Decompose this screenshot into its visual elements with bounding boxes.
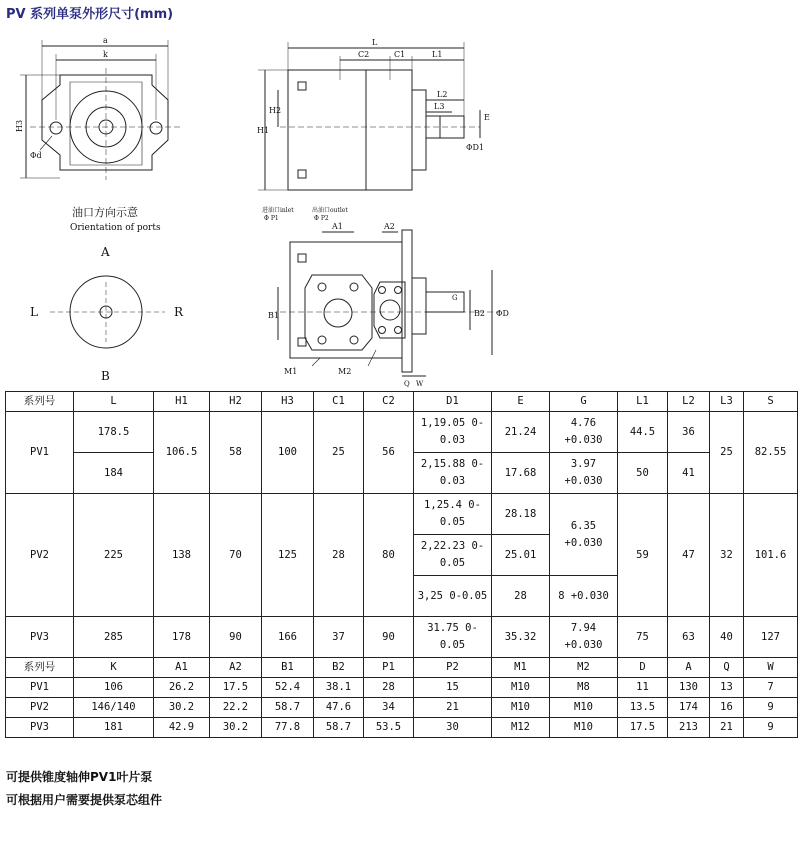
table-cell: 7: [744, 678, 798, 698]
table-cell: 174: [668, 698, 710, 718]
table-cell: 58.7: [314, 718, 364, 738]
ports-caption-en: Orientation of ports: [70, 223, 161, 233]
table2-row: [6, 678, 798, 698]
table-cell: 38.1: [314, 678, 364, 698]
table-header-cell: P1: [364, 658, 414, 678]
table-cell: 9: [744, 698, 798, 718]
table-cell: 58.7: [262, 698, 314, 718]
port-view-drawing: [278, 230, 500, 376]
table-cell: 178.5: [74, 412, 154, 453]
dim-label-h3: H3: [15, 119, 24, 132]
table-cell: 47.6: [314, 698, 364, 718]
table-cell: 80: [364, 494, 414, 617]
table-cell: 77.8: [262, 718, 314, 738]
table-cell: 90: [210, 617, 262, 658]
table-cell: 184: [74, 453, 154, 494]
table-cell: 178: [154, 617, 210, 658]
table-header-cell: C2: [364, 392, 414, 412]
table-header-cell: L1: [618, 392, 668, 412]
table-cell: 30.2: [154, 698, 210, 718]
port-dir-b: B: [101, 369, 110, 383]
table-header-cell: A1: [154, 658, 210, 678]
dim-label-E: E: [484, 113, 490, 122]
table-cell: 70: [210, 494, 262, 617]
inlet-phi-label: Φ P1: [264, 215, 279, 222]
table-cell: 106: [74, 678, 154, 698]
dim-label-L3: L3: [434, 102, 445, 111]
table-cell: 138: [154, 494, 210, 617]
table-cell: 44.5: [618, 412, 668, 453]
dim-label-B2: B2: [474, 309, 485, 318]
table-cell: 52.4: [262, 678, 314, 698]
table-row-pv1-a: [6, 412, 798, 453]
table-cell: 90: [364, 617, 414, 658]
table2-header-row: [6, 658, 798, 678]
side-view-drawing: [258, 42, 480, 190]
series-cell: PV2: [6, 698, 74, 718]
table-cell: 35.32: [492, 617, 550, 658]
table-header-cell: P2: [414, 658, 492, 678]
dim-label-L2: L2: [437, 90, 448, 99]
dim-label-W: W: [416, 380, 424, 388]
table-header-cell: 系列号: [6, 658, 74, 678]
table-cell: M10: [550, 698, 618, 718]
table-header-cell: W: [744, 658, 798, 678]
dim-label-C1: C1: [394, 50, 406, 59]
table-cell: 6.35 +0.030: [550, 494, 618, 576]
dim-label-M1: M1: [284, 367, 298, 376]
port-orientation-drawing: [50, 276, 165, 348]
table-header-cell: H1: [154, 392, 210, 412]
table2-row: [6, 698, 798, 718]
table-header-cell: M2: [550, 658, 618, 678]
table-header-cell: Q: [710, 658, 744, 678]
front-view-drawing: [20, 40, 180, 180]
dim-label-H1: H1: [257, 126, 270, 135]
outlet-label: 出油口outlet: [312, 207, 348, 214]
dim-label-B1: B1: [268, 311, 279, 320]
table-cell: 213: [668, 718, 710, 738]
table-cell: 100: [262, 412, 314, 494]
table-cell: 42.9: [154, 718, 210, 738]
table-header-cell: G: [550, 392, 618, 412]
table-cell: 181: [74, 718, 154, 738]
table-cell: 31.75 0-0.05: [414, 617, 492, 658]
table-cell: 25.01: [492, 535, 550, 576]
table-cell: 21: [710, 718, 744, 738]
note-taper-shaft: 可提供锥度轴伸PV1叶片泵: [6, 770, 153, 784]
table1-body: [6, 392, 798, 658]
table-cell: 30: [414, 718, 492, 738]
table-cell: 125: [262, 494, 314, 617]
table-cell: 1,19.05 0-0.03: [414, 412, 492, 453]
table-cell: 32: [710, 494, 744, 617]
table-cell: 130: [668, 678, 710, 698]
dim-label-H2: H2: [269, 106, 282, 115]
table-cell: 17.5: [210, 678, 262, 698]
table-header-cell: A2: [210, 658, 262, 678]
table-cell: 34: [364, 698, 414, 718]
table-cell: 3.97 +0.030: [550, 453, 618, 494]
table-cell: 37: [314, 617, 364, 658]
table-cell: 9: [744, 718, 798, 738]
table-cell: 166: [262, 617, 314, 658]
table-header-cell: M1: [492, 658, 550, 678]
page-title: PV 系列单泵外形尺寸(mm): [6, 7, 174, 22]
table-header-cell: H2: [210, 392, 262, 412]
table-cell: 7.94 +0.030: [550, 617, 618, 658]
table-cell: 40: [710, 617, 744, 658]
table-cell: 28: [314, 494, 364, 617]
outlet-phi-label: Φ P2: [314, 215, 329, 222]
table-cell: M8: [550, 678, 618, 698]
table-cell: 58: [210, 412, 262, 494]
table-cell: 28: [364, 678, 414, 698]
dim-label-A1: A1: [332, 222, 343, 231]
table-cell: 47: [668, 494, 710, 617]
table-header-cell: L3: [710, 392, 744, 412]
table-row-pv3: [6, 617, 798, 658]
table-cell: 285: [74, 617, 154, 658]
table-cell: 11: [618, 678, 668, 698]
table-cell: M10: [492, 698, 550, 718]
ports-caption-cn: 油口方向示意: [72, 206, 138, 219]
table-cell: 225: [74, 494, 154, 617]
table-cell: 1,25.4 0-0.05: [414, 494, 492, 535]
table-cell: 53.5: [364, 718, 414, 738]
table-cell: 25: [314, 412, 364, 494]
table-cell: 63: [668, 617, 710, 658]
series-cell: PV1: [6, 678, 74, 698]
table-cell: 21.24: [492, 412, 550, 453]
dim-label-C2: C2: [358, 50, 370, 59]
table-cell: 17.68: [492, 453, 550, 494]
port-dir-a: A: [101, 245, 110, 259]
table-cell: 30.2: [210, 718, 262, 738]
inlet-label: 进油口inlet: [262, 207, 294, 214]
dim-label-M2: M2: [338, 367, 352, 376]
series-cell: PV3: [6, 718, 74, 738]
dim-label-L: L: [372, 38, 378, 47]
port-dir-r: R: [174, 305, 184, 319]
table-header-cell: S: [744, 392, 798, 412]
table-header-cell: 系列号: [6, 392, 74, 412]
dim-label-Q: Q: [404, 380, 410, 388]
table-cell: 13: [710, 678, 744, 698]
table-cell: M12: [492, 718, 550, 738]
table-cell: 2,15.88 0-0.03: [414, 453, 492, 494]
table-cell: 8 +0.030: [550, 576, 618, 617]
table-header-cell: B1: [262, 658, 314, 678]
table-cell: 3,25 0-0.05: [414, 576, 492, 617]
table-cell: 50: [618, 453, 668, 494]
note-pump-cartridge: 可根据用户需要提供泵芯组件: [6, 793, 163, 807]
pump-dimension-drawings: [0, 20, 806, 390]
table2-body: [6, 658, 798, 738]
table-cell: 75: [618, 617, 668, 658]
table-header-cell: L: [74, 392, 154, 412]
dim-label-phi-D1: ΦD1: [466, 143, 485, 152]
table-cell: 13.5: [618, 698, 668, 718]
table-cell: 2,22.23 0-0.05: [414, 535, 492, 576]
dim-label-A2: A2: [384, 222, 395, 231]
dimension-table: [5, 391, 798, 738]
series-cell: PV3: [6, 617, 74, 658]
table-cell: 41: [668, 453, 710, 494]
table-cell: M10: [550, 718, 618, 738]
table-cell: 36: [668, 412, 710, 453]
table-cell: 26.2: [154, 678, 210, 698]
table-header-cell: D: [618, 658, 668, 678]
table-cell: 4.76 +0.030: [550, 412, 618, 453]
table-cell: 15: [414, 678, 492, 698]
table-header-cell: L2: [668, 392, 710, 412]
table-cell: 101.6: [744, 494, 798, 617]
table-header-cell: D1: [414, 392, 492, 412]
table-cell: 28.18: [492, 494, 550, 535]
series-cell: PV2: [6, 494, 74, 617]
table-header-cell: C1: [314, 392, 364, 412]
table-header-cell: H3: [262, 392, 314, 412]
table-row-pv2-a: [6, 494, 798, 535]
series-cell: PV1: [6, 412, 74, 494]
dim-label-G: G: [452, 294, 458, 302]
table2-row: [6, 718, 798, 738]
table-cell: M10: [492, 678, 550, 698]
table-cell: 17.5: [618, 718, 668, 738]
table-header-cell: E: [492, 392, 550, 412]
table-header-cell: K: [74, 658, 154, 678]
dim-label-a: a: [103, 36, 108, 45]
table-header-cell: B2: [314, 658, 364, 678]
dim-label-k: k: [103, 50, 108, 59]
table-cell: 56: [364, 412, 414, 494]
table-cell: 28: [492, 576, 550, 617]
table-cell: 16: [710, 698, 744, 718]
table-cell: 82.55: [744, 412, 798, 494]
port-dir-l: L: [30, 305, 38, 319]
table-cell: 106.5: [154, 412, 210, 494]
table1-header-row: [6, 392, 798, 412]
dim-label-phi-d: Φd: [30, 151, 42, 160]
table-cell: 21: [414, 698, 492, 718]
table-header-cell: A: [668, 658, 710, 678]
dim-label-L1: L1: [432, 50, 443, 59]
table-cell: 127: [744, 617, 798, 658]
table-cell: 22.2: [210, 698, 262, 718]
table-cell: 59: [618, 494, 668, 617]
dim-label-phi-D: ΦD: [496, 309, 509, 318]
table-cell: 146/140: [74, 698, 154, 718]
table-cell: 25: [710, 412, 744, 494]
